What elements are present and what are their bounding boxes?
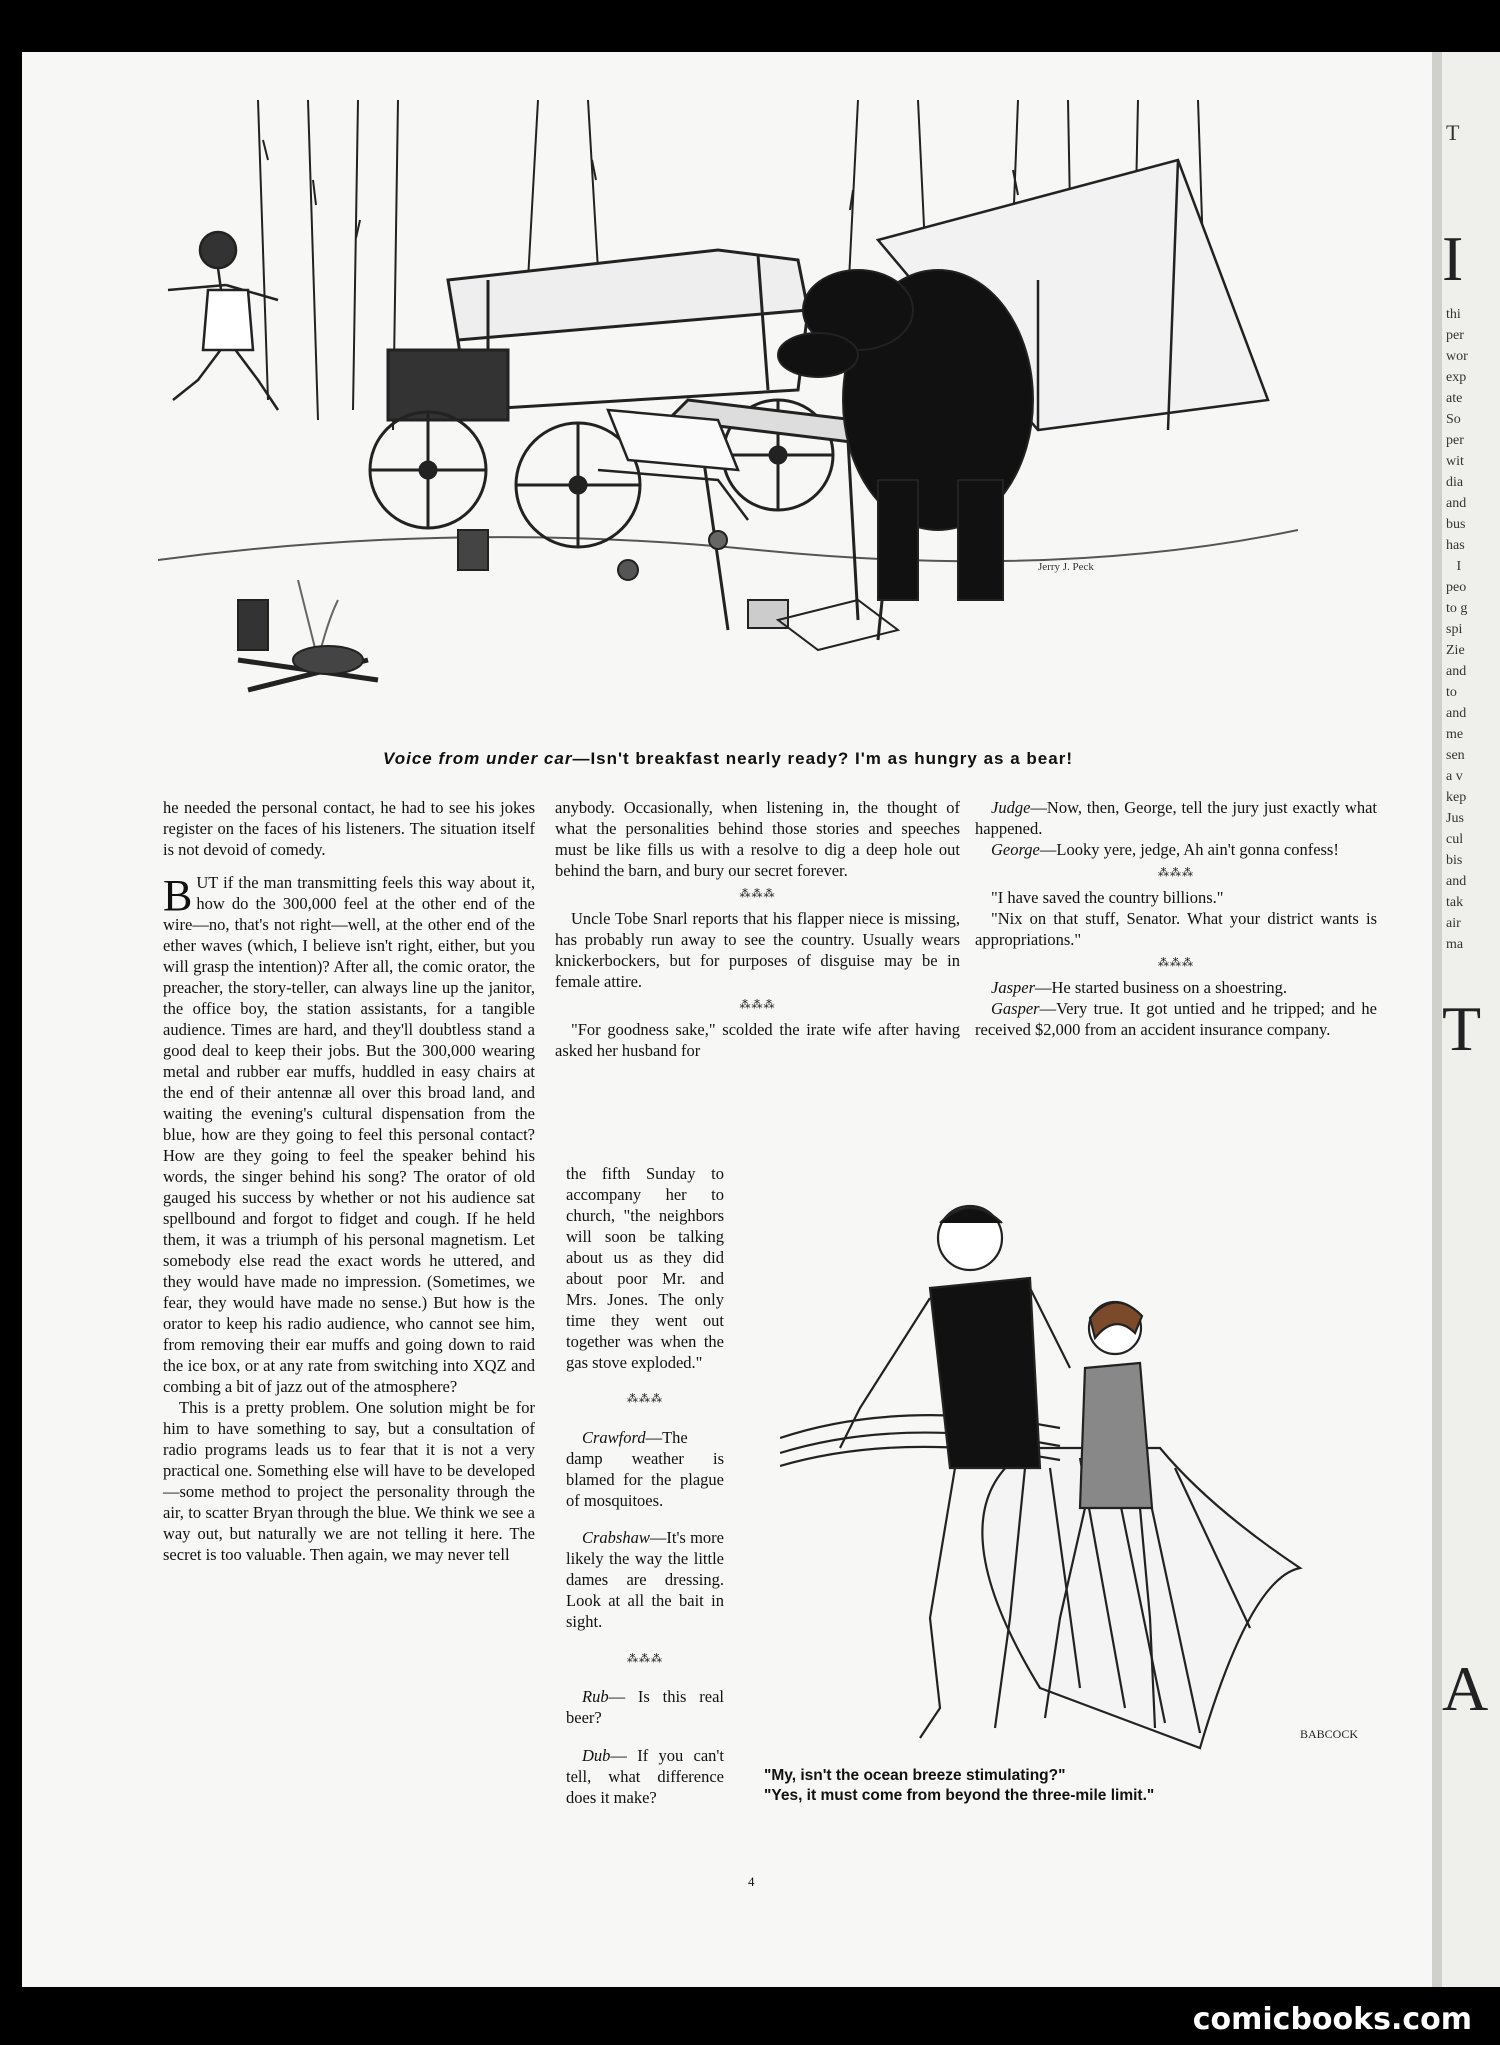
caption-text: —Isn't breakfast nearly ready? I'm as hungry as a bear! [572,749,1073,768]
campfire [238,580,378,690]
senator-reply: "Nix on that stuff, Senator. What your district wants is appropriations." [975,909,1377,949]
column-2 [555,797,960,1061]
narrow-paragraph-continuation: the fifth Sunday to accompany her to church, "the neighbors will soon be talking about us as they did about poor Mr. and Mrs. Jones. The only time they went out together was when the gas stove exploded." [566,1163,724,1372]
col1-paragraph-3: This is a pretty problem. One solution might be for him to have something to say, but a consultation of radio programs leads us to fear that it is not a very practical one. Something else will have to be developed—some method to project the personality through the air, to scatter Bryan through the blue. We think we see a way out, but naturally we are not telling it here. The secret is too valuable. Then again, we may never tell [163,1398,535,1564]
caption-line-1: "My, isn't the ocean breeze stimulating?" [764,1767,1066,1784]
george-joke: George—Looky yere, jedge, Ah ain't gonna confess! [991,840,1339,859]
section-ornament: ⁂⁂⁂ [739,999,776,1011]
column-3 [975,797,1377,1040]
jasper-joke: Jasper—He started business on a shoestring. [991,978,1288,997]
facing-page-dropcap-i: I [1442,223,1464,294]
section-ornament: ⁂⁂⁂ [1158,957,1194,969]
crawford-joke: Crawford—The damp weather is blamed for the plague of mosquitoes. [566,1427,724,1510]
illustrator-signature: Jerry J. Peck [1038,561,1094,573]
gasper-joke: Gasper—Very true. It got untied and he tripped; and he received $2,000 from an accident insurance company. [975,999,1377,1039]
car [370,250,833,547]
judge-joke: Judge—Now, then, George, tell the jury just exactly what happened. [975,798,1377,838]
section-ornament: ⁂⁂⁂ [627,1393,663,1405]
camping-bear-illustration [158,100,1298,740]
drop-cap: B [163,871,193,920]
narrow-column [566,1146,724,1824]
facing-page-text-fragments: thi per wor exp ate So per wit dia and bus has I peo to g spi Zie and to and me sen a v kep Jus cul bis and tak air ma [1446,307,1468,952]
bottom-cartoon-caption [764,1766,1384,1806]
col2-paragraph-2: Uncle Tobe Snarl reports that his flapper niece is missing, has probably run away to see the country. Usually wears knickerbockers, but for purposes of disguise may be in female attire. [555,909,960,991]
beach-couple-illustration [780,1148,1380,1760]
saved-billions-line: "I have saved the country billions." [991,888,1224,907]
section-ornament: ⁂⁂⁂ [739,888,776,900]
col1-paragraph-1: he needed the personal contact, he had to see his jokes register on the faces of his listeners. The situation itself is not devoid of comedy. [163,798,535,859]
top-cartoon-caption [158,749,1298,769]
section-ornament: ⁂⁂⁂ [1158,867,1194,879]
caption-speaker: Voice from under car [383,749,573,768]
caption-line-2: "Yes, it must come from beyond the three-mile limit." [764,1787,1155,1804]
site-watermark: comicbooks.com [1192,2002,1472,2037]
col2-paragraph-3: "For goodness sake," scolded the irate wife after having asked her husband for [555,1020,960,1060]
facing-page-heading-fragment: T [1446,120,1460,145]
facing-page-edge [1432,52,1500,1987]
illustrator-signature: BABCOCK [1300,1727,1359,1741]
column-1 [163,797,535,1565]
col1-paragraph-2: BUT if the man transmitting feels this way about it, how do the 300,000 feel at the other end of the wire—no, that's not right—well, at the other end of the ether waves (which, I believe isn't right, either, but you will grasp the intention)? After all, the comic orator, the preacher, the story-teller, can always line up the janitor, the office boy, the station assistants, for a tangible audience. Times are hard, and they'll doubtless stand a good deal to keep their jobs. But the 300,000 wearing metal and rubber ear muffs, huddled in easy chairs at the end of their antennæ all over this broad land, and waiting the evening's cultural dispensation from the blue, how are they going to feel this personal contact? How are they going to feel the speaker behind his words, the singer behind his song? The orator of old gauged his success by whether or not his audience sat spellbound and forgot to fidget and cough. If he held them, it was a triumph of his personal magnetism. Let somebody else read the exact words he uttered, and they would have made no impression. (Sometimes, we fear, they would have made no sense.) But how is the orator to keep his radio audience, who cannot see him, from removing their ear muffs and going down to raid the ice box, or at any rate from switching into XQZ and combing a bit of jazz out of the atmosphere? [163,871,535,1396]
page-number: 4 [748,1874,755,1889]
running-girl [168,232,278,410]
crabshaw-joke: Crabshaw—It's more likely the way the little dames are dressing. Look at all the bait in sight. [566,1528,724,1631]
rub-joke: Rub— Is this real beer? [566,1687,724,1727]
facing-page-dropcap-t: T [1442,993,1482,1064]
facing-page-dropcap-a: A [1442,1653,1489,1724]
section-ornament: ⁂⁂⁂ [627,1652,663,1665]
page-gutter [1432,52,1442,1987]
dub-joke: Dub— If you can't tell, what difference does it make? [566,1745,724,1807]
col2-paragraph-1: anybody. Occasionally, when listening in, the thought of what the personalities behind those stories and speeches must be like fills us with a resolve to dig a deep hole out behind the barn, and bury our secret forever. [555,798,960,880]
